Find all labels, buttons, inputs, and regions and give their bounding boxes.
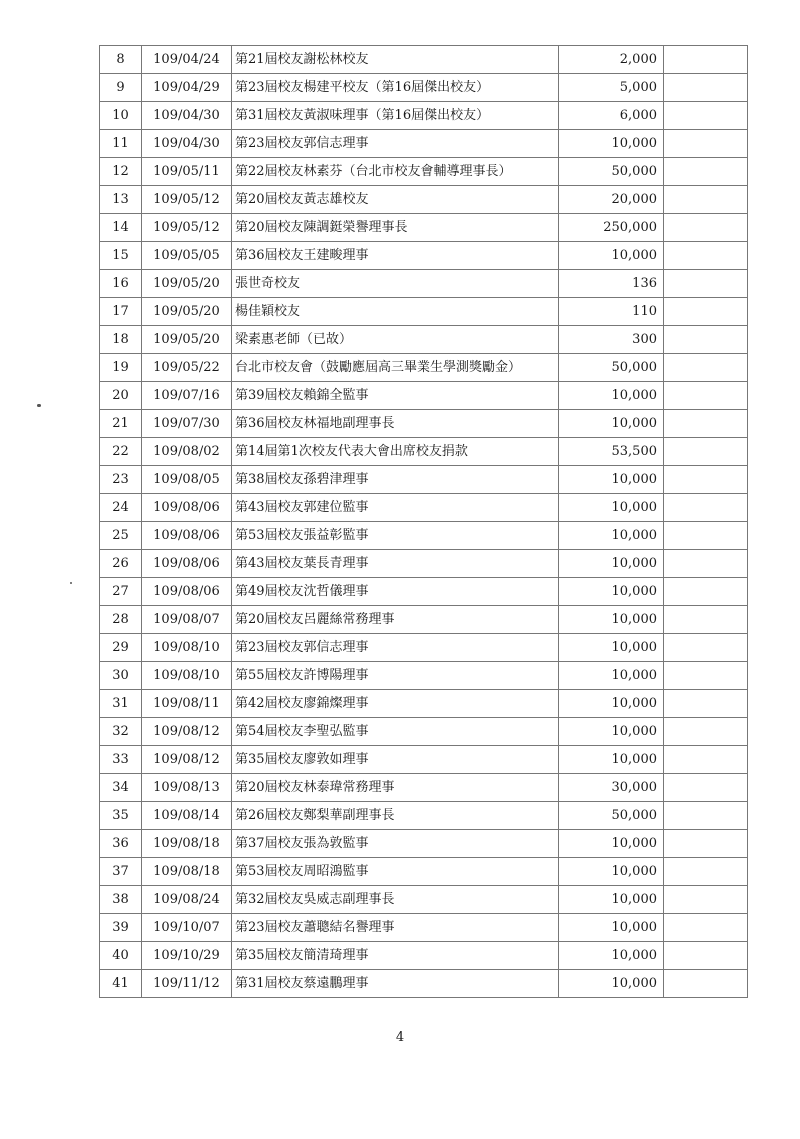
amount-cell: 10,000 [559,494,664,522]
amount-cell: 10,000 [559,858,664,886]
amount-cell: 10,000 [559,578,664,606]
date-cell: 109/08/06 [142,578,232,606]
row-number-cell: 35 [100,802,142,830]
amount-cell: 10,000 [559,690,664,718]
empty-cell [664,46,748,74]
row-number-cell: 17 [100,298,142,326]
date-cell: 109/04/24 [142,46,232,74]
amount-cell: 5,000 [559,74,664,102]
scan-speck [37,404,41,407]
table-row [100,802,748,830]
row-number-cell: 41 [100,970,142,998]
row-number-cell: 14 [100,214,142,242]
donor-description-cell: 楊佳穎校友 [232,298,559,326]
amount-cell: 53,500 [559,438,664,466]
row-number-cell: 34 [100,774,142,802]
row-number-cell: 25 [100,522,142,550]
amount-cell: 50,000 [559,354,664,382]
row-number-cell: 39 [100,914,142,942]
donor-description-cell: 第43屆校友郭建位監事 [232,494,559,522]
table-row [100,914,748,942]
amount-cell: 10,000 [559,746,664,774]
empty-cell [664,494,748,522]
date-cell: 109/10/29 [142,942,232,970]
donor-description-cell: 台北市校友會（鼓勵應屆高三畢業生學測獎勵金） [232,354,559,382]
empty-cell [664,662,748,690]
row-number-cell: 15 [100,242,142,270]
amount-cell: 50,000 [559,158,664,186]
date-cell: 109/08/13 [142,774,232,802]
date-cell: 109/08/12 [142,718,232,746]
date-cell: 109/05/20 [142,270,232,298]
empty-cell [664,438,748,466]
table-row [100,578,748,606]
amount-cell: 10,000 [559,382,664,410]
donor-description-cell: 第36屆校友林福地副理事長 [232,410,559,438]
amount-cell: 10,000 [559,970,664,998]
empty-cell [664,186,748,214]
amount-cell: 10,000 [559,942,664,970]
row-number-cell: 10 [100,102,142,130]
table-row [100,270,748,298]
amount-cell: 136 [559,270,664,298]
donation-table-body [100,46,748,998]
donor-description-cell: 第37屆校友張為敦監事 [232,830,559,858]
table-row [100,522,748,550]
empty-cell [664,802,748,830]
amount-cell: 10,000 [559,886,664,914]
row-number-cell: 36 [100,830,142,858]
row-number-cell: 32 [100,718,142,746]
donor-description-cell: 第20屆校友陳調鋌榮譽理事長 [232,214,559,242]
empty-cell [664,382,748,410]
amount-cell: 2,000 [559,46,664,74]
amount-cell: 10,000 [559,522,664,550]
donor-description-cell: 第53屆校友周昭鴻監事 [232,858,559,886]
date-cell: 109/05/11 [142,158,232,186]
date-cell: 109/08/14 [142,802,232,830]
row-number-cell: 20 [100,382,142,410]
donor-description-cell: 張世奇校友 [232,270,559,298]
amount-cell: 10,000 [559,466,664,494]
row-number-cell: 40 [100,942,142,970]
amount-cell: 20,000 [559,186,664,214]
date-cell: 109/05/20 [142,326,232,354]
date-cell: 109/08/11 [142,690,232,718]
row-number-cell: 24 [100,494,142,522]
empty-cell [664,74,748,102]
empty-cell [664,410,748,438]
empty-cell [664,914,748,942]
empty-cell [664,214,748,242]
date-cell: 109/08/24 [142,886,232,914]
empty-cell [664,326,748,354]
empty-cell [664,102,748,130]
table-row [100,746,748,774]
table-row [100,606,748,634]
row-number-cell: 37 [100,858,142,886]
amount-cell: 10,000 [559,606,664,634]
table-row [100,886,748,914]
table-row [100,942,748,970]
empty-cell [664,830,748,858]
row-number-cell: 8 [100,46,142,74]
date-cell: 109/05/12 [142,214,232,242]
donor-description-cell: 第39屆校友賴錦全監事 [232,382,559,410]
empty-cell [664,718,748,746]
empty-cell [664,634,748,662]
date-cell: 109/07/30 [142,410,232,438]
donor-description-cell: 第20屆校友呂麗絲常務理事 [232,606,559,634]
row-number-cell: 19 [100,354,142,382]
donor-description-cell: 第14屆第1次校友代表大會出席校友捐款 [232,438,559,466]
amount-cell: 30,000 [559,774,664,802]
donor-description-cell: 第43屆校友葉長青理事 [232,550,559,578]
row-number-cell: 12 [100,158,142,186]
row-number-cell: 16 [100,270,142,298]
empty-cell [664,886,748,914]
date-cell: 109/08/06 [142,494,232,522]
amount-cell: 10,000 [559,662,664,690]
empty-cell [664,466,748,494]
empty-cell [664,606,748,634]
table-row [100,382,748,410]
row-number-cell: 28 [100,606,142,634]
table-row [100,46,748,74]
date-cell: 109/05/12 [142,186,232,214]
amount-cell: 300 [559,326,664,354]
empty-cell [664,130,748,158]
amount-cell: 10,000 [559,830,664,858]
amount-cell: 10,000 [559,914,664,942]
donor-description-cell: 第35屆校友廖敦如理事 [232,746,559,774]
table-row [100,326,748,354]
donor-description-cell: 第22屆校友林素芬（台北市校友會輔導理事長） [232,158,559,186]
amount-cell: 10,000 [559,634,664,662]
amount-cell: 10,000 [559,410,664,438]
date-cell: 109/08/06 [142,522,232,550]
empty-cell [664,522,748,550]
row-number-cell: 22 [100,438,142,466]
date-cell: 109/08/10 [142,634,232,662]
empty-cell [664,270,748,298]
date-cell: 109/08/07 [142,606,232,634]
amount-cell: 50,000 [559,802,664,830]
table-row [100,214,748,242]
donor-description-cell: 第23屆校友蕭聰結名譽理事 [232,914,559,942]
row-number-cell: 11 [100,130,142,158]
table-row [100,662,748,690]
donor-description-cell: 第53屆校友張益彰監事 [232,522,559,550]
empty-cell [664,774,748,802]
row-number-cell: 18 [100,326,142,354]
date-cell: 109/08/02 [142,438,232,466]
date-cell: 109/08/10 [142,662,232,690]
table-row [100,690,748,718]
table-row [100,102,748,130]
donor-description-cell: 第38屆校友孫碧津理事 [232,466,559,494]
empty-cell [664,550,748,578]
amount-cell: 10,000 [559,550,664,578]
amount-cell: 10,000 [559,242,664,270]
table-row [100,466,748,494]
date-cell: 109/05/22 [142,354,232,382]
donor-description-cell: 第49屆校友沈哲儀理事 [232,578,559,606]
table-row [100,298,748,326]
donor-description-cell: 第20屆校友黃志雄校友 [232,186,559,214]
empty-cell [664,690,748,718]
date-cell: 109/11/12 [142,970,232,998]
empty-cell [664,298,748,326]
table-row [100,74,748,102]
date-cell: 109/08/06 [142,550,232,578]
table-row [100,774,748,802]
date-cell: 109/05/20 [142,298,232,326]
date-cell: 109/08/12 [142,746,232,774]
donor-description-cell: 第54屆校友李聖弘監事 [232,718,559,746]
date-cell: 109/08/18 [142,830,232,858]
donor-description-cell: 第31屆校友黃淑味理事（第16屆傑出校友） [232,102,559,130]
row-number-cell: 9 [100,74,142,102]
table-row [100,634,748,662]
donor-description-cell: 第36屆校友王建畯理事 [232,242,559,270]
row-number-cell: 30 [100,662,142,690]
empty-cell [664,942,748,970]
donor-description-cell: 第26屆校友鄭梨華副理事長 [232,802,559,830]
empty-cell [664,970,748,998]
empty-cell [664,242,748,270]
donor-description-cell: 第35屆校友簡清琦理事 [232,942,559,970]
empty-cell [664,858,748,886]
date-cell: 109/08/05 [142,466,232,494]
amount-cell: 6,000 [559,102,664,130]
donor-description-cell: 第32屆校友吳威志副理事長 [232,886,559,914]
row-number-cell: 23 [100,466,142,494]
row-number-cell: 27 [100,578,142,606]
table-row [100,186,748,214]
page-number: 4 [395,1030,405,1045]
table-row [100,494,748,522]
empty-cell [664,578,748,606]
donor-description-cell: 第31屆校友蔡遠鵬理事 [232,970,559,998]
table-row [100,158,748,186]
date-cell: 109/04/30 [142,102,232,130]
table-row [100,130,748,158]
row-number-cell: 33 [100,746,142,774]
table-row [100,858,748,886]
table-row [100,550,748,578]
donor-description-cell: 第23屆校友郭信志理事 [232,634,559,662]
table-row [100,718,748,746]
donation-table [99,45,748,998]
row-number-cell: 21 [100,410,142,438]
donor-description-cell: 梁素惠老師（已故） [232,326,559,354]
date-cell: 109/10/07 [142,914,232,942]
donor-description-cell: 第23屆校友楊建平校友（第16屆傑出校友） [232,74,559,102]
table-row [100,830,748,858]
empty-cell [664,354,748,382]
date-cell: 109/04/29 [142,74,232,102]
row-number-cell: 13 [100,186,142,214]
amount-cell: 10,000 [559,718,664,746]
date-cell: 109/05/05 [142,242,232,270]
scan-speck [70,582,72,584]
date-cell: 109/08/18 [142,858,232,886]
donor-description-cell: 第55屆校友許博陽理事 [232,662,559,690]
row-number-cell: 29 [100,634,142,662]
donor-description-cell: 第20屆校友林泰瑋常務理事 [232,774,559,802]
date-cell: 109/07/16 [142,382,232,410]
date-cell: 109/04/30 [142,130,232,158]
table-row [100,970,748,998]
amount-cell: 10,000 [559,130,664,158]
empty-cell [664,158,748,186]
table-row [100,354,748,382]
row-number-cell: 31 [100,690,142,718]
donor-description-cell: 第23屆校友郭信志理事 [232,130,559,158]
table-row [100,242,748,270]
table-row [100,438,748,466]
donor-description-cell: 第42屆校友廖錦燦理事 [232,690,559,718]
row-number-cell: 26 [100,550,142,578]
row-number-cell: 38 [100,886,142,914]
amount-cell: 110 [559,298,664,326]
table-row [100,410,748,438]
amount-cell: 250,000 [559,214,664,242]
empty-cell [664,746,748,774]
donor-description-cell: 第21屆校友謝松林校友 [232,46,559,74]
